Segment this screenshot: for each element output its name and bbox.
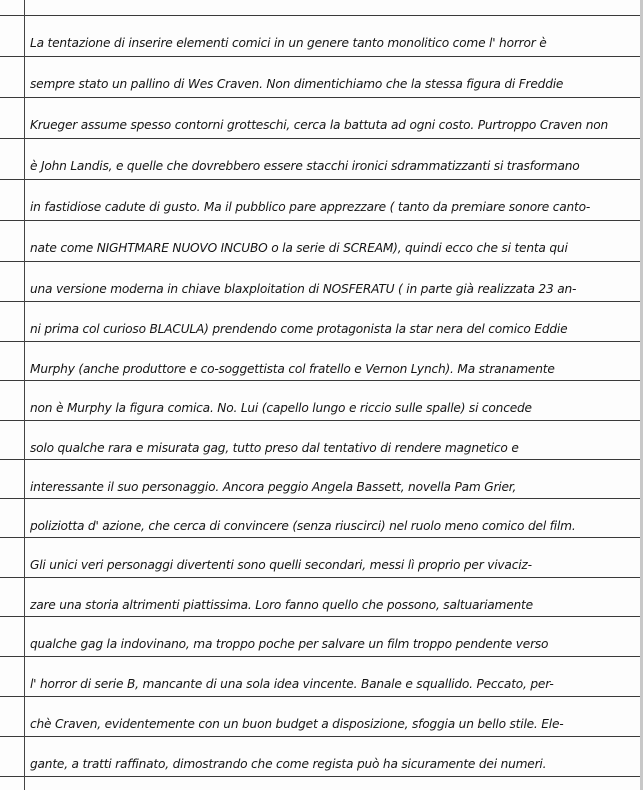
ruled-line xyxy=(0,97,643,98)
text-line: una versione moderna in chiave blaxploitation di NOSFERATU ( in parte già realizzata 23 an- xyxy=(30,282,577,296)
text-line: ni prima col curioso BLACULA) prendendo come protagonista la star nera del comico Eddie xyxy=(30,322,568,336)
ruled-line xyxy=(0,420,643,421)
ruled-line xyxy=(0,459,643,460)
text-line: zare una storia altrimenti piattissima. Loro fanno quello che possono, saltuariamente xyxy=(30,598,533,612)
text-line: poliziotta d' azione, che cerca di convincere (senza riuscirci) nel ruolo meno comico del film. xyxy=(30,519,576,533)
text-line: gante, a tratti raffinato, dimostrando che come regista può ha sicuramente dei numeri. xyxy=(30,757,547,771)
text-line: solo qualche rara e misurata gag, tutto preso dal tentativo di rendere magnetico e xyxy=(30,441,519,455)
text-line: Krueger assume spesso contorni grotteschi, cerca la battuta ad ogni costo. Purtroppo Craven non xyxy=(30,118,609,132)
text-line: l' horror di serie B, mancante di una sola idea vincente. Banale e squallido. Peccato, per- xyxy=(30,677,554,691)
ruled-line xyxy=(0,301,643,302)
text-line: sempre stato un pallino di Wes Craven. Non dimentichiamo che la stessa figura di Freddie xyxy=(30,77,564,91)
ruled-line xyxy=(0,656,643,657)
ruled-line xyxy=(0,537,643,538)
ruled-line xyxy=(0,616,643,617)
ruled-line xyxy=(0,138,643,139)
text-line: è John Landis, e quelle che dovrebbero essere stacchi ironici sdrammatizzanti si trasformano xyxy=(30,159,580,173)
text-line: Gli unici veri personaggi divertenti sono quelli secondari, messi lì proprio per vivaciz- xyxy=(30,558,532,572)
ruled-line xyxy=(0,341,643,342)
ruled-line xyxy=(0,736,643,737)
text-line: qualche gag la indovinano, ma troppo poche per salvare un film troppo pendente verso xyxy=(30,637,549,651)
text-line: chè Craven, evidentemente con un buon budget a disposizione, sfoggia un bello stile. Ele- xyxy=(30,717,564,731)
ruled-line xyxy=(0,776,643,777)
text-line: nate come NIGHTMARE NUOVO INCUBO o la serie di SCREAM), quindi ecco che si tenta qui xyxy=(30,241,568,255)
ruled-line xyxy=(0,179,643,180)
ruled-line xyxy=(0,56,643,57)
text-line: La tentazione di inserire elementi comici in un genere tanto monolitico come l' horror è xyxy=(30,36,547,50)
ruled-line xyxy=(0,261,643,262)
text-line: interessante il suo personaggio. Ancora peggio Angela Bassett, novella Pam Grier, xyxy=(30,480,517,494)
ruled-line xyxy=(0,380,643,381)
margin-line xyxy=(24,0,25,790)
ruled-line xyxy=(0,220,643,221)
ruled-line xyxy=(0,577,643,578)
ruled-line xyxy=(0,696,643,697)
ruled-line xyxy=(0,15,643,16)
text-line: in fastidiose cadute di gusto. Ma il pubblico pare apprezzare ( tanto da premiare sonore canto- xyxy=(30,200,591,214)
ruled-line xyxy=(0,498,643,499)
text-line: non è Murphy la figura comica. No. Lui (capello lungo e riccio sulle spalle) si concede xyxy=(30,401,532,415)
text-line: Murphy (anche produttore e co-soggettista col fratello e Vernon Lynch). Ma stranamente xyxy=(30,362,555,376)
